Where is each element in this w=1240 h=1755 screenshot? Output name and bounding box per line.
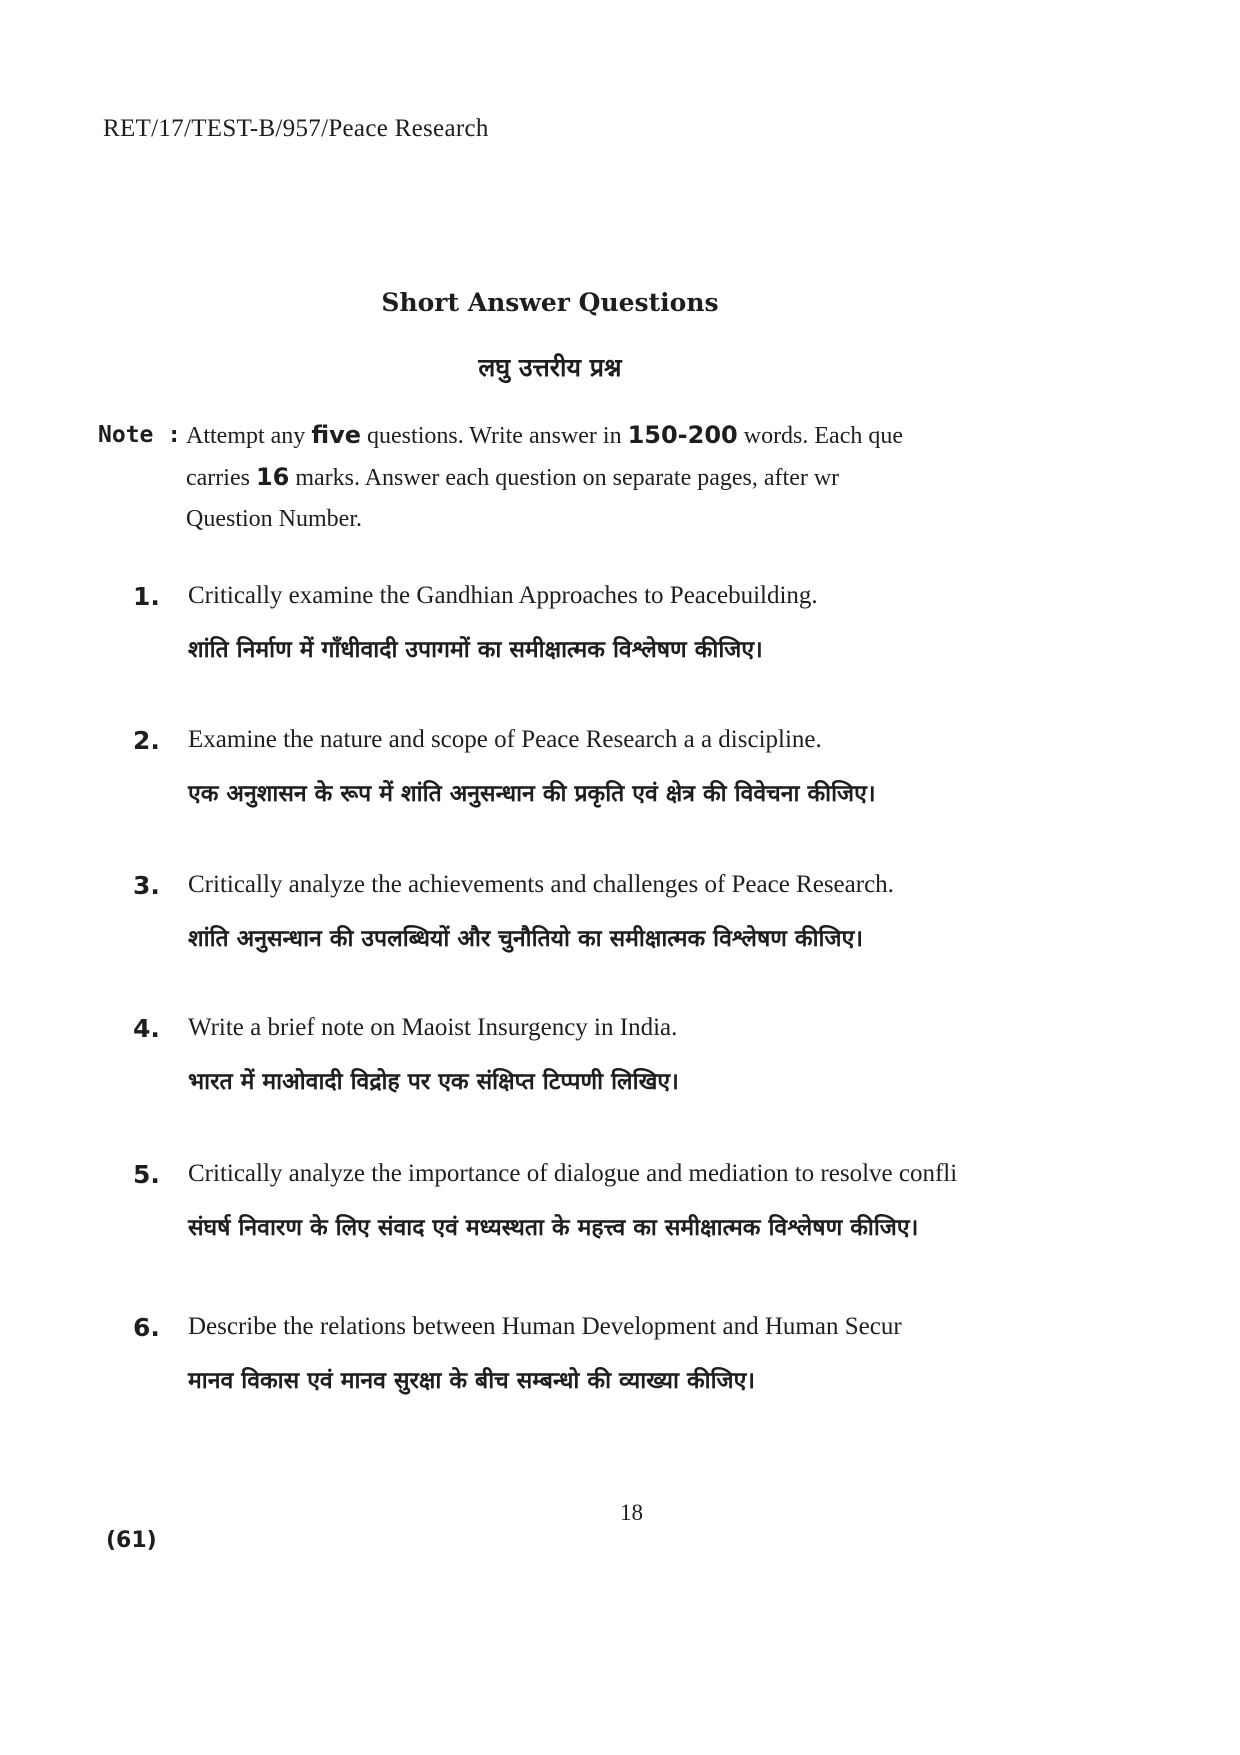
question-item [133,871,1240,971]
question-english: Describe the relations between Human Development and Human Secur [188,1313,902,1340]
question-item [133,582,1240,682]
question-number: 2. [133,726,160,755]
question-english: Critically analyze the importance of dialogue and mediation to resolve confli [188,1160,958,1187]
question-item [133,1160,1240,1260]
note-text: Attempt any [186,423,312,449]
note-text: carries [186,465,256,491]
question-item [133,1313,1240,1413]
document-code: RET/17/TEST-B/957/Peace Research [103,115,489,142]
note-line-1 [186,414,1226,456]
section-title: Short Answer Questions [381,288,719,317]
question-number: 4. [133,1014,160,1043]
question-hindi: शांति निर्माण में गाँधीवादी उपागमों का समीक्षात्मक विश्लेषण कीजिए। [188,637,763,663]
note-body [186,414,1226,540]
question-item [133,726,1240,826]
note-text: words. Each que [737,423,904,449]
question-hindi: संघर्ष निवारण के लिए संवाद एवं मध्यस्थता के महत्त्व का समीक्षात्मक विश्लेषण कीजिए। [188,1215,919,1241]
question-number: 3. [133,871,160,900]
section-subtitle-hindi: लघु उत्तरीय प्रश्न [478,353,622,382]
note-line-3: Question Number. [186,506,362,532]
note-emphasis: five [311,421,362,449]
question-hindi: भारत में माओवादी विद्रोह पर एक संक्षिप्त टिप्पणी लिखिए। [188,1069,679,1095]
note-line-2 [186,456,1226,498]
note-text: questions. Write answer in [361,423,628,449]
page-code: (61) [106,1528,157,1553]
question-number: 1. [133,582,160,611]
question-english: Critically analyze the achievements and challenges of Peace Research. [188,871,894,898]
question-hindi: एक अनुशासन के रूप में शांति अनुसन्धान की प्रकृति एवं क्षेत्र की विवेचना कीजिए। [188,781,876,807]
question-hindi: मानव विकास एवं मानव सुरक्षा के बीच सम्बन्धो की व्याख्या कीजिए। [188,1368,756,1394]
note-text: marks. Answer each question on separate pages, after wr [289,465,840,491]
page-number: 18 [620,1500,643,1525]
question-english: Critically examine the Gandhian Approaches to Peacebuilding. [188,582,818,609]
question-english: Examine the nature and scope of Peace Research a a discipline. [188,726,822,753]
question-number: 5. [133,1160,160,1189]
question-english: Write a brief note on Maoist Insurgency in India. [188,1014,678,1041]
question-hindi: शांति अनुसन्धान की उपलब्धियों और चुनौतियो का समीक्षात्मक विश्लेषण कीजिए। [188,926,864,952]
question-number: 6. [133,1313,160,1342]
question-item [133,1014,1240,1114]
note-label: Note : [98,422,182,448]
note-emphasis: 150-200 [627,421,738,449]
note-emphasis: 16 [255,463,290,491]
